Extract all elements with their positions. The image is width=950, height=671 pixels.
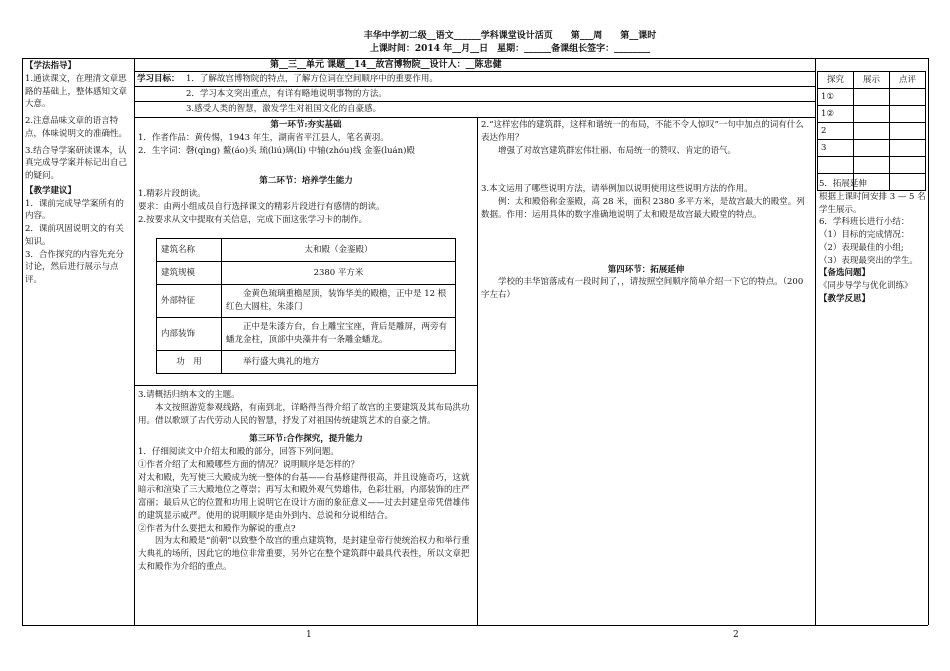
activity-row [818,123,926,140]
section2-line: 2.按要求从文中提取有关信息，完成下面这张学习卡的制作。 [138,214,368,225]
section4-text: 学校的丰华馆落成有一段时间了，，请按照空间顺序简单介绍一下它的特点。（200 字左右） [481,277,804,300]
section1-line: 1．作者作品：黄传惕，1943 年生，湖南省平江县人，笔名黄羽。 [138,132,389,143]
activity-header: 点评 [890,72,926,89]
section3-answer: 因为太和殿是“前朝”以致整个故宫的重点建筑物，是封建皇帝行使统治权力和举行重大典礼的场所，因此它的地位非常重要，另外它在整个建筑群中最具代表性，所以文章把太和殿作为介绍的重点。 [138,536,470,572]
activity-cell [890,123,926,140]
right-column-text [819,178,926,306]
activity-cell [854,157,890,174]
section3-subquestion: ②作者为什么要把太和殿作为解说的重点? [138,523,296,534]
card-row [157,318,456,351]
card-row [157,239,456,262]
section3-subquestion: ①作者介绍了太和殿哪些方面的情况？说明顺序是怎样的？ [138,459,360,470]
objective-item: 1．了解故宫博物院的特点，了解方位词在空间顺序中的重要作用。 [186,74,438,84]
activity-cell [854,89,890,106]
extension-line: （1）目标的完成情况： [819,230,910,240]
activity-cell [854,123,890,140]
left-sidebar [25,60,131,287]
card-row [157,262,456,285]
middle-answer: 例：太和殿俗称金銮殿，高 28 米，面积 2380 多平方米，是故宫最大的殿堂。列数据。作用：运用具体的数字准确地说明了太和殿是故宫最大殿堂的特点。 [481,197,805,220]
activity-cell [890,157,926,174]
activity-cell [890,106,926,123]
middle-question: 2.“这样宏伟的建筑群，这样和谐统一的布局，不能不令人惊叹”一句中加点的词有什么表达作用？ [481,120,804,143]
guide-item: 1.通读课文，在理清文章思路的基础上，整体感知文章大意。 [25,73,128,110]
objective-item: 3.感受人类的智慧，激发学生对祖国文化的自豪感。 [186,104,382,114]
col-divider-3 [815,58,816,625]
card-label: 建筑规模 [157,262,222,285]
col-divider-2 [477,117,478,625]
advice-title: 【教学建议】 [25,185,77,196]
middle-question: 3.本文运用了哪些说明方法，请举例加以说明使用这些说明方法的作用。 [481,184,753,195]
guide-item: 3.结合导学案研读课本，认真完成导学案并标记出自己的疑问。 [25,145,128,181]
page-number-1: 1 [306,630,312,640]
objectives-label: 学习目标： [137,74,180,84]
activity-cell [890,89,926,106]
outer-bottom-border [22,625,928,626]
card-value: 举行盛大典礼的地方 [222,351,456,374]
activity-cell: 2 [818,123,854,140]
section2-title: 第二环节：培养学生能力 [259,176,353,187]
objective-item: 2．学习本文突出重点，有详有略地说明事物的方法。 [186,89,387,99]
card-value: 2380 平方米 [222,262,456,285]
outer-left-border [22,58,23,625]
activity-row [818,157,926,174]
section4-title: 第四环节：拓展延伸 [607,264,685,275]
activity-cell: 3 [818,140,854,157]
section2-line: 要求：由两小组成员自行选择课文的精彩片段进行有感情的朗读。 [138,201,385,212]
activity-cell: 1② [818,106,854,123]
section1-title: 第一环节:夯实基础 [270,120,342,130]
activity-row [818,89,926,106]
center-lower [138,389,474,574]
activity-header-row [818,72,926,89]
page-subline: 上课时间：2014 年__月__日 星期：______备课组长签字：________ [369,44,651,54]
activity-row [818,140,926,157]
card-label: 内部装饰 [157,318,222,351]
middle-answer: 增强了对故宫建筑群宏伟壮丽、布局统一的赞叹、肯定的语气。 [498,145,737,156]
theme-answer: 本文按照游览参观线路，有南到北，详略得当得介绍了故宫的主要建筑及其布局洪功用。借以歌颂了古代劳动人民的智慧，抒发了对祖国传统建筑艺术的自豪之情。 [138,402,470,426]
card-value: 正中是朱漆方台，台上雕宝宝座，背后是雕屏，两旁有蟠龙金柱，顶部中央藻井有一条雕金蟠龙。 [222,318,456,351]
page-number-2: 2 [733,630,739,640]
guide-title: 【学法指导】 [25,61,77,71]
activity-table [817,71,926,191]
card-label: 外部特征 [157,285,222,318]
col-divider-1 [134,58,135,625]
activity-row [818,106,926,123]
guide-item: 2.注意品味文章的语言特点，体味说明文的准确性。 [25,116,128,139]
center-column [138,119,474,226]
extension-line: 根据上课时间安排 3 — 5 名学生展示。 [819,191,926,215]
activity-cell [818,157,854,174]
study-card-table [156,238,456,374]
objectives-bottom [134,117,815,118]
section2-line: 1.精彩片段朗读。 [138,189,206,199]
advice-item: 1．课前完成导学案所有的内容。 [25,198,124,222]
extension-line: （2）表现最佳的小组; [819,242,904,253]
outer-right-border [928,58,929,625]
activity-cell [890,140,926,157]
backup-title: 【备选问题】 [819,268,871,279]
section3-question: 1．仔细阅读文中介绍太和殿的部分，回答下列问题。 [138,447,339,457]
extension-line: 5．拓展延伸 [819,179,867,189]
card-row [157,285,456,318]
middle-column [481,119,811,302]
unit-line: 第__三__单元 课题__14__故宫博物院__设计人：__陈忠健 [270,60,502,70]
extension-line: （3）表现最突出的学生。 [819,255,918,266]
activity-cell [854,140,890,157]
reflection-title: 【教学反思】 [819,293,871,304]
extension-line: 6．学科班长进行小结： [819,217,910,228]
card-label: 功 用 [157,351,222,374]
card-value: 金黄色琉璃重檐屋顶，装饰华美的殿檐，正中是 12 根红色大圆柱，朱漆门 [222,285,456,318]
activity-cell: 1① [818,89,854,106]
activity-cell [854,106,890,123]
section1-line: 2．生字词：磬(qìng) 鳌(áo)头 琉(liú)璃(lí) 中轴(zhóu)线 金銮(luán)殿 [138,145,415,156]
activity-header: 展示 [854,72,890,89]
section3-answer: 对太和殿，先写使三大殿成为统一整体的台基——台基修建得很高，并且设施奇巧，这就暗示和渲染了三大殿地位之尊崇；再写太和殿外观气势雄伟，色彩壮丽，内部装饰的庄严富丽；最后从它的位置和功用上说明它在设计方面的象征意义——过去封建皇帝凭借雄伟的建筑显示威严。使用的说明顺序是由外到内、总说和分说相结合。 [138,472,470,521]
card-row [157,351,456,374]
advice-item: 3．合作探究的内容先充分讨论，然后进行展示与点评。 [25,249,124,285]
objective-rule [134,86,815,87]
section-divider [134,385,477,386]
theme-question: 3.请概括归纳本文的主题。 [138,390,240,400]
card-label: 建筑名称 [157,239,222,262]
section3-title: 第三环节:合作探究，提升能力 [249,434,363,445]
page-title: 丰华中学初二级__语文______学科课堂设计活页 第___周 第__课时 [363,31,657,41]
objective-rule [134,101,815,102]
backup-text: 《同步导学与优化训练》 [819,281,913,291]
advice-item: 2．课前巩固说明文的有关知识。 [25,224,124,247]
card-value: 太和殿（金銮殿） [222,239,456,262]
activity-header: 探究 [818,72,854,89]
